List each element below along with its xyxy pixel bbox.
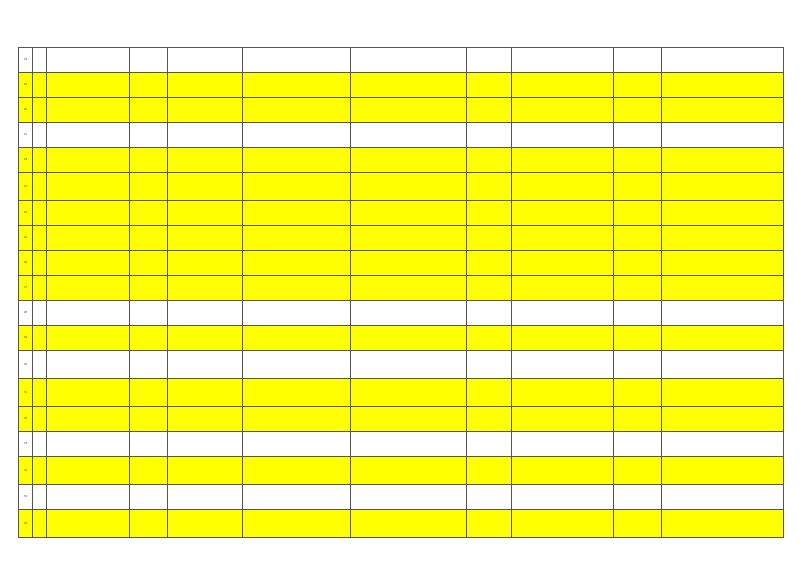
phone-cell bbox=[614, 407, 662, 432]
phone-cell bbox=[614, 457, 662, 485]
facility-name-cell bbox=[47, 226, 130, 251]
note-cell bbox=[662, 251, 784, 276]
target-cell bbox=[351, 326, 467, 351]
row-number-cell: 30 bbox=[19, 351, 33, 379]
hours-cell bbox=[168, 251, 243, 276]
note-cell bbox=[662, 351, 784, 379]
row-number-cell: 34 bbox=[19, 457, 33, 485]
facility-name-cell bbox=[47, 457, 130, 485]
hours-cell bbox=[168, 432, 243, 457]
note-cell bbox=[662, 432, 784, 457]
service-cell bbox=[243, 73, 351, 98]
target-cell bbox=[351, 485, 467, 510]
hours-cell bbox=[168, 407, 243, 432]
contact-cell bbox=[512, 276, 614, 301]
region-cell bbox=[33, 432, 47, 457]
region-cell bbox=[33, 73, 47, 98]
phone-cell bbox=[614, 351, 662, 379]
row-number-cell: 27 bbox=[19, 276, 33, 301]
row-number-cell: 24 bbox=[19, 201, 33, 226]
note-cell bbox=[662, 276, 784, 301]
table-row bbox=[19, 301, 784, 326]
row-number-cell: 35 bbox=[19, 485, 33, 510]
note-cell bbox=[662, 48, 784, 73]
contact-cell bbox=[512, 201, 614, 226]
region-cell bbox=[33, 379, 47, 407]
date-cell bbox=[130, 48, 168, 73]
contact-cell bbox=[512, 326, 614, 351]
method-cell bbox=[467, 326, 512, 351]
table-row bbox=[19, 510, 784, 538]
hours-cell bbox=[168, 276, 243, 301]
row-number-cell: 31 bbox=[19, 379, 33, 407]
phone-cell bbox=[614, 48, 662, 73]
facility-name-cell bbox=[47, 123, 130, 148]
note-cell bbox=[662, 301, 784, 326]
hours-cell bbox=[168, 379, 243, 407]
target-cell bbox=[351, 98, 467, 123]
region-cell bbox=[33, 326, 47, 351]
phone-cell bbox=[614, 98, 662, 123]
date-cell bbox=[130, 148, 168, 173]
date-cell bbox=[130, 351, 168, 379]
contact-cell bbox=[512, 351, 614, 379]
hours-cell bbox=[168, 201, 243, 226]
region-cell bbox=[33, 98, 47, 123]
table-row bbox=[19, 123, 784, 148]
date-cell bbox=[130, 379, 168, 407]
phone-cell bbox=[614, 173, 662, 201]
target-cell bbox=[351, 432, 467, 457]
date-cell bbox=[130, 73, 168, 98]
contact-cell bbox=[512, 510, 614, 538]
service-cell bbox=[243, 510, 351, 538]
phone-cell bbox=[614, 123, 662, 148]
target-cell bbox=[351, 123, 467, 148]
service-cell bbox=[243, 48, 351, 73]
hours-cell bbox=[168, 98, 243, 123]
region-cell bbox=[33, 251, 47, 276]
phone-cell bbox=[614, 148, 662, 173]
method-cell bbox=[467, 510, 512, 538]
target-cell bbox=[351, 73, 467, 98]
phone-cell bbox=[614, 301, 662, 326]
table-row bbox=[19, 432, 784, 457]
table-row bbox=[19, 379, 784, 407]
facility-name-cell bbox=[47, 148, 130, 173]
service-cell bbox=[243, 173, 351, 201]
note-cell bbox=[662, 173, 784, 201]
region-cell bbox=[33, 148, 47, 173]
row-number-cell: 20 bbox=[19, 98, 33, 123]
method-cell bbox=[467, 301, 512, 326]
method-cell bbox=[467, 226, 512, 251]
note-cell bbox=[662, 407, 784, 432]
table-row bbox=[19, 173, 784, 201]
method-cell bbox=[467, 173, 512, 201]
hours-cell bbox=[168, 148, 243, 173]
region-cell bbox=[33, 510, 47, 538]
hours-cell bbox=[168, 173, 243, 201]
table-row bbox=[19, 201, 784, 226]
phone-cell bbox=[614, 201, 662, 226]
method-cell bbox=[467, 73, 512, 98]
service-cell bbox=[243, 148, 351, 173]
note-cell bbox=[662, 510, 784, 538]
target-cell bbox=[351, 173, 467, 201]
table-row bbox=[19, 226, 784, 251]
contact-cell bbox=[512, 432, 614, 457]
service-cell bbox=[243, 379, 351, 407]
date-cell bbox=[130, 226, 168, 251]
row-number-cell: 18 bbox=[19, 48, 33, 73]
target-cell bbox=[351, 226, 467, 251]
method-cell bbox=[467, 485, 512, 510]
hours-cell bbox=[168, 326, 243, 351]
date-cell bbox=[130, 251, 168, 276]
row-number-cell: 19 bbox=[19, 73, 33, 98]
contact-cell bbox=[512, 48, 614, 73]
row-number-cell: 21 bbox=[19, 123, 33, 148]
contact-cell bbox=[512, 123, 614, 148]
service-cell bbox=[243, 98, 351, 123]
table-row bbox=[19, 48, 784, 73]
date-cell bbox=[130, 301, 168, 326]
target-cell bbox=[351, 351, 467, 379]
contact-cell bbox=[512, 407, 614, 432]
row-number-cell: 25 bbox=[19, 226, 33, 251]
table-row bbox=[19, 251, 784, 276]
date-cell bbox=[130, 510, 168, 538]
contact-cell bbox=[512, 301, 614, 326]
method-cell bbox=[467, 432, 512, 457]
phone-cell bbox=[614, 485, 662, 510]
table-row bbox=[19, 276, 784, 301]
note-cell bbox=[662, 201, 784, 226]
method-cell bbox=[467, 98, 512, 123]
table-row bbox=[19, 485, 784, 510]
row-number-cell: 33 bbox=[19, 432, 33, 457]
facility-name-cell bbox=[47, 173, 130, 201]
hours-cell bbox=[168, 457, 243, 485]
row-number-cell: 36 bbox=[19, 510, 33, 538]
method-cell bbox=[467, 351, 512, 379]
service-cell bbox=[243, 123, 351, 148]
table-row bbox=[19, 457, 784, 485]
contact-cell bbox=[512, 148, 614, 173]
note-cell bbox=[662, 326, 784, 351]
region-cell bbox=[33, 201, 47, 226]
region-cell bbox=[33, 485, 47, 510]
facility-name-cell bbox=[47, 432, 130, 457]
facility-name-cell bbox=[47, 326, 130, 351]
facility-name-cell bbox=[47, 379, 130, 407]
facility-name-cell bbox=[47, 98, 130, 123]
method-cell bbox=[467, 457, 512, 485]
target-cell bbox=[351, 407, 467, 432]
facility-name-cell bbox=[47, 201, 130, 226]
method-cell bbox=[467, 379, 512, 407]
schedule-table bbox=[18, 47, 784, 538]
note-cell bbox=[662, 457, 784, 485]
hours-cell bbox=[168, 48, 243, 73]
row-number-cell: 32 bbox=[19, 407, 33, 432]
contact-cell bbox=[512, 379, 614, 407]
row-number-cell: 22 bbox=[19, 148, 33, 173]
date-cell bbox=[130, 407, 168, 432]
date-cell bbox=[130, 98, 168, 123]
service-cell bbox=[243, 326, 351, 351]
phone-cell bbox=[614, 379, 662, 407]
method-cell bbox=[467, 251, 512, 276]
contact-cell bbox=[512, 173, 614, 201]
service-cell bbox=[243, 485, 351, 510]
service-cell bbox=[243, 276, 351, 301]
phone-cell bbox=[614, 251, 662, 276]
date-cell bbox=[130, 485, 168, 510]
date-cell bbox=[130, 201, 168, 226]
date-cell bbox=[130, 432, 168, 457]
note-cell bbox=[662, 123, 784, 148]
target-cell bbox=[351, 148, 467, 173]
target-cell bbox=[351, 251, 467, 276]
note-cell bbox=[662, 226, 784, 251]
service-cell bbox=[243, 432, 351, 457]
contact-cell bbox=[512, 73, 614, 98]
region-cell bbox=[33, 351, 47, 379]
note-cell bbox=[662, 148, 784, 173]
method-cell bbox=[467, 201, 512, 226]
note-cell bbox=[662, 73, 784, 98]
phone-cell bbox=[614, 510, 662, 538]
facility-name-cell bbox=[47, 510, 130, 538]
phone-cell bbox=[614, 226, 662, 251]
target-cell bbox=[351, 379, 467, 407]
service-cell bbox=[243, 351, 351, 379]
phone-cell bbox=[614, 73, 662, 98]
target-cell bbox=[351, 457, 467, 485]
target-cell bbox=[351, 276, 467, 301]
method-cell bbox=[467, 48, 512, 73]
date-cell bbox=[130, 326, 168, 351]
hours-cell bbox=[168, 226, 243, 251]
hours-cell bbox=[168, 351, 243, 379]
region-cell bbox=[33, 407, 47, 432]
method-cell bbox=[467, 407, 512, 432]
date-cell bbox=[130, 276, 168, 301]
note-cell bbox=[662, 485, 784, 510]
contact-cell bbox=[512, 485, 614, 510]
region-cell bbox=[33, 301, 47, 326]
region-cell bbox=[33, 457, 47, 485]
note-cell bbox=[662, 379, 784, 407]
date-cell bbox=[130, 123, 168, 148]
method-cell bbox=[467, 123, 512, 148]
region-cell bbox=[33, 226, 47, 251]
hours-cell bbox=[168, 301, 243, 326]
service-cell bbox=[243, 457, 351, 485]
date-cell bbox=[130, 173, 168, 201]
facility-name-cell bbox=[47, 301, 130, 326]
table-row bbox=[19, 326, 784, 351]
facility-name-cell bbox=[47, 276, 130, 301]
table-row bbox=[19, 407, 784, 432]
service-cell bbox=[243, 226, 351, 251]
table-row bbox=[19, 148, 784, 173]
facility-name-cell bbox=[47, 407, 130, 432]
row-number-cell: 26 bbox=[19, 251, 33, 276]
note-cell bbox=[662, 98, 784, 123]
table-row bbox=[19, 73, 784, 98]
row-number-cell: 23 bbox=[19, 173, 33, 201]
region-cell bbox=[33, 48, 47, 73]
service-cell bbox=[243, 201, 351, 226]
hours-cell bbox=[168, 510, 243, 538]
row-number-cell: 28 bbox=[19, 301, 33, 326]
region-cell bbox=[33, 123, 47, 148]
date-cell bbox=[130, 457, 168, 485]
row-number-cell: 29 bbox=[19, 326, 33, 351]
facility-name-cell bbox=[47, 73, 130, 98]
phone-cell bbox=[614, 432, 662, 457]
hours-cell bbox=[168, 485, 243, 510]
phone-cell bbox=[614, 326, 662, 351]
target-cell bbox=[351, 201, 467, 226]
contact-cell bbox=[512, 251, 614, 276]
facility-name-cell bbox=[47, 351, 130, 379]
method-cell bbox=[467, 148, 512, 173]
table-row bbox=[19, 351, 784, 379]
service-cell bbox=[243, 407, 351, 432]
method-cell bbox=[467, 276, 512, 301]
table-row bbox=[19, 98, 784, 123]
target-cell bbox=[351, 301, 467, 326]
contact-cell bbox=[512, 98, 614, 123]
table-body bbox=[19, 48, 784, 538]
service-cell bbox=[243, 301, 351, 326]
region-cell bbox=[33, 173, 47, 201]
contact-cell bbox=[512, 457, 614, 485]
contact-cell bbox=[512, 226, 614, 251]
hours-cell bbox=[168, 73, 243, 98]
facility-name-cell bbox=[47, 48, 130, 73]
region-cell bbox=[33, 276, 47, 301]
service-cell bbox=[243, 251, 351, 276]
hours-cell bbox=[168, 123, 243, 148]
target-cell bbox=[351, 510, 467, 538]
facility-name-cell bbox=[47, 485, 130, 510]
facility-name-cell bbox=[47, 251, 130, 276]
target-cell bbox=[351, 48, 467, 73]
phone-cell bbox=[614, 276, 662, 301]
